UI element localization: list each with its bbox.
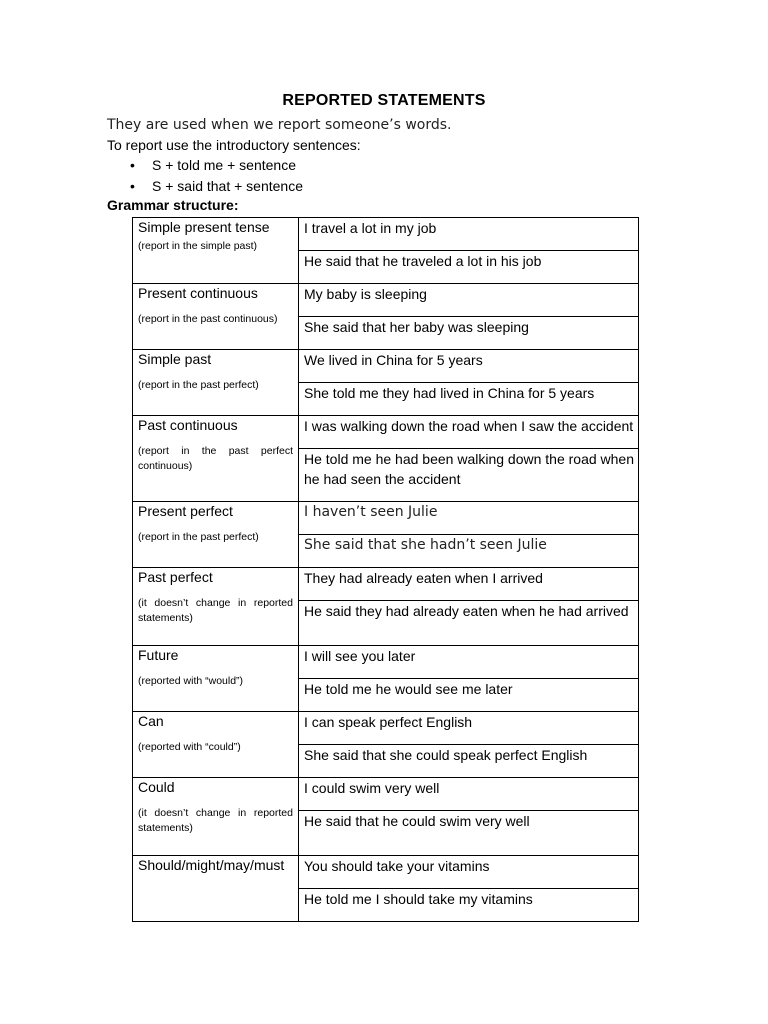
intro-text: They are used when we report someone’s words. xyxy=(107,117,452,133)
original-sentence: I was walking down the road when I saw the accident xyxy=(299,416,639,449)
reported-sentence: She said that she hadn’t seen Julie xyxy=(299,535,639,568)
tense-name: Past perfect xyxy=(138,569,213,585)
tense-cell xyxy=(133,218,299,284)
original-sentence: I can speak perfect English xyxy=(299,712,639,745)
page-title: REPORTED STATEMENTS xyxy=(282,92,486,109)
table-row xyxy=(133,350,639,383)
table-row xyxy=(133,778,639,811)
tense-name: Should/might/may/must xyxy=(138,857,285,873)
list-item xyxy=(130,156,303,177)
reported-sentence: She told me they had lived in China for 5 years xyxy=(299,383,639,416)
reported-sentence: He told me I should take my vitamins xyxy=(299,889,639,922)
original-sentence: I will see you later xyxy=(299,646,639,679)
original-sentence: We lived in China for 5 years xyxy=(299,350,639,383)
table-row xyxy=(133,856,639,889)
tense-cell xyxy=(133,568,299,646)
original-sentence: My baby is sleeping xyxy=(299,284,639,317)
reported-sentence: He told me he had been walking down the road when he had seen the accident xyxy=(299,449,639,502)
table-row xyxy=(133,712,639,745)
tense-name: Present continuous xyxy=(138,285,258,301)
tense-note: (report in the past perfect) xyxy=(138,531,259,543)
tense-note: (it doesn’t change in reported statements) xyxy=(138,807,293,834)
tense-cell xyxy=(133,778,299,856)
tense-note: (report in the past perfect continuous) xyxy=(138,445,293,472)
tense-cell xyxy=(133,416,299,502)
tense-name: Future xyxy=(138,647,179,663)
tense-name: Simple present tense xyxy=(138,219,270,235)
tense-note: (report in the past perfect) xyxy=(138,379,259,391)
reported-sentence: She said that she could speak perfect English xyxy=(299,745,639,778)
tense-note: (report in the simple past) xyxy=(138,240,258,252)
original-sentence: You should take your vitamins xyxy=(299,856,639,889)
grammar-table xyxy=(132,217,639,922)
bullet-text: S + told me + sentence xyxy=(152,157,296,173)
list-item xyxy=(130,177,303,198)
bullet-list xyxy=(130,156,303,198)
reported-sentence: She said that her baby was sleeping xyxy=(299,317,639,350)
bullet-icon: • xyxy=(130,178,135,194)
intro-instruction: To report use the introductory sentences: xyxy=(107,137,361,153)
reported-sentence: He said they had already eaten when he had arrived xyxy=(299,601,639,646)
tense-note: (report in the past continuous) xyxy=(138,313,278,325)
tense-cell xyxy=(133,350,299,416)
table-row xyxy=(133,416,639,449)
section-heading: Grammar structure: xyxy=(107,197,239,213)
bullet-icon: • xyxy=(130,157,135,173)
reported-sentence: He said that he could swim very well xyxy=(299,811,639,856)
original-sentence: I travel a lot in my job xyxy=(299,218,639,251)
table-row xyxy=(133,284,639,317)
tense-name: Past continuous xyxy=(138,417,238,433)
tense-cell xyxy=(133,502,299,568)
tense-name: Can xyxy=(138,713,164,729)
table-row xyxy=(133,646,639,679)
tense-note: (reported with “could”) xyxy=(138,741,241,753)
bullet-text: S + said that + sentence xyxy=(152,178,303,194)
tense-cell xyxy=(133,712,299,778)
table-row xyxy=(133,502,639,535)
table-row xyxy=(133,218,639,251)
original-sentence: I haven’t seen Julie xyxy=(299,502,639,535)
reported-sentence: He said that he traveled a lot in his job xyxy=(299,251,639,284)
tense-name: Present perfect xyxy=(138,503,233,519)
table-row xyxy=(133,568,639,601)
tense-note: (it doesn’t change in reported statements) xyxy=(138,597,293,624)
original-sentence: I could swim very well xyxy=(299,778,639,811)
tense-cell xyxy=(133,284,299,350)
tense-note: (reported with “would”) xyxy=(138,675,244,687)
tense-name: Simple past xyxy=(138,351,212,367)
tense-cell xyxy=(133,646,299,712)
original-sentence: They had already eaten when I arrived xyxy=(299,568,639,601)
tense-name: Could xyxy=(138,779,175,795)
reported-sentence: He told me he would see me later xyxy=(299,679,639,712)
tense-cell xyxy=(133,856,299,922)
